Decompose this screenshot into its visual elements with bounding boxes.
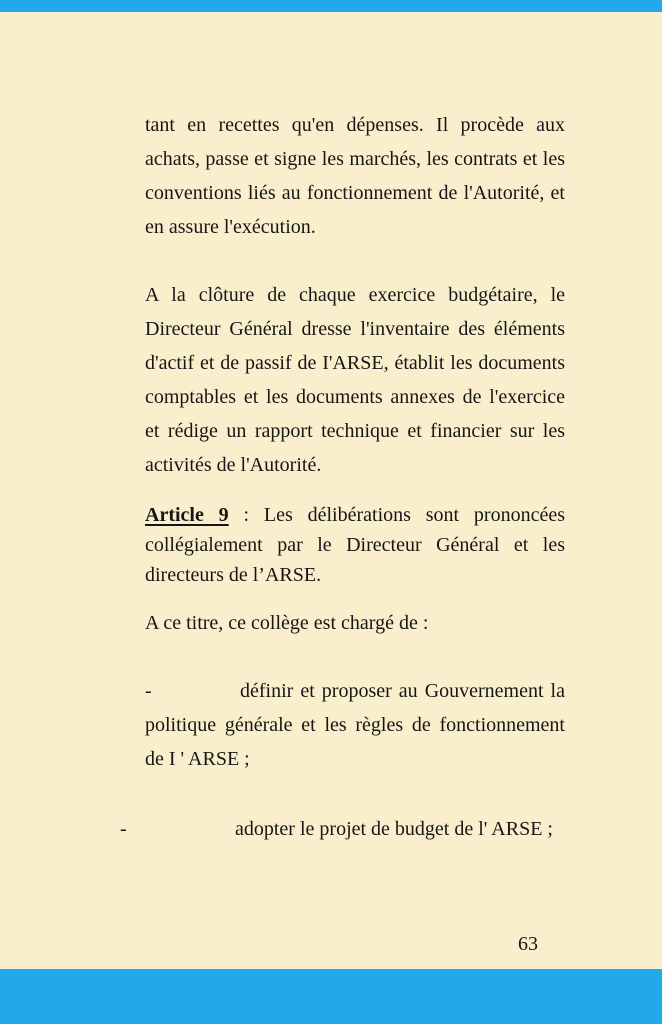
paragraph-line: en assure l'exécution. [145, 216, 316, 238]
top-border-bar [0, 0, 662, 12]
paragraph-line: et rédige un rapport technique et financier sur les [145, 420, 565, 442]
article-9-text-start: : Les délibérations sont prononcées [228, 504, 565, 526]
list-item-line: politique générale et les règles de fonctionnement [145, 714, 565, 736]
list-item-line [120, 812, 565, 846]
paragraph-2 [145, 278, 565, 482]
list-item-text: définir et proposer au Gouvernement la [240, 680, 565, 702]
paragraph-line: Directeur Général dresse l'inventaire des éléments [145, 318, 565, 340]
list-item-2 [120, 812, 565, 846]
paragraph-intro-list [145, 608, 565, 638]
list-item-1 [145, 674, 565, 776]
paragraph-line: comptables et les documents annexes de l'exercice [145, 386, 565, 408]
paragraph-1 [145, 108, 565, 244]
paragraph-line: directeurs de l’ARSE. [145, 564, 322, 586]
paragraph-article-9 [145, 500, 565, 590]
paragraph-line: d'actif et de passif de I'ARSE, établit les documents [145, 352, 565, 374]
dash-bullet: - [145, 680, 152, 702]
paragraph-line: tant en recettes qu'en dépenses. Il procède aux [145, 114, 565, 136]
list-item-text: adopter le projet de budget de l' ARSE ; [235, 818, 553, 840]
page-number: 63 [518, 933, 538, 955]
paragraph-line [145, 500, 565, 530]
paragraph-line: conventions liés au fonctionnement de l'Autorité, et [145, 182, 565, 204]
paragraph-line: A ce titre, ce collège est chargé de : [145, 612, 429, 634]
bottom-border-bar [0, 969, 662, 1024]
paragraph-line: collégialement par le Directeur Général et les [145, 534, 565, 556]
dash-bullet: - [120, 818, 127, 840]
list-item-line: de I ' ARSE ; [145, 748, 250, 770]
article-9-heading: Article 9 [145, 504, 229, 526]
paragraph-line: A la clôture de chaque exercice budgétaire, le [145, 284, 565, 306]
list-item-line [145, 674, 565, 708]
paragraph-line: achats, passe et signe les marchés, les contrats et les [145, 148, 565, 170]
paragraph-line: activités de l'Autorité. [145, 454, 322, 476]
